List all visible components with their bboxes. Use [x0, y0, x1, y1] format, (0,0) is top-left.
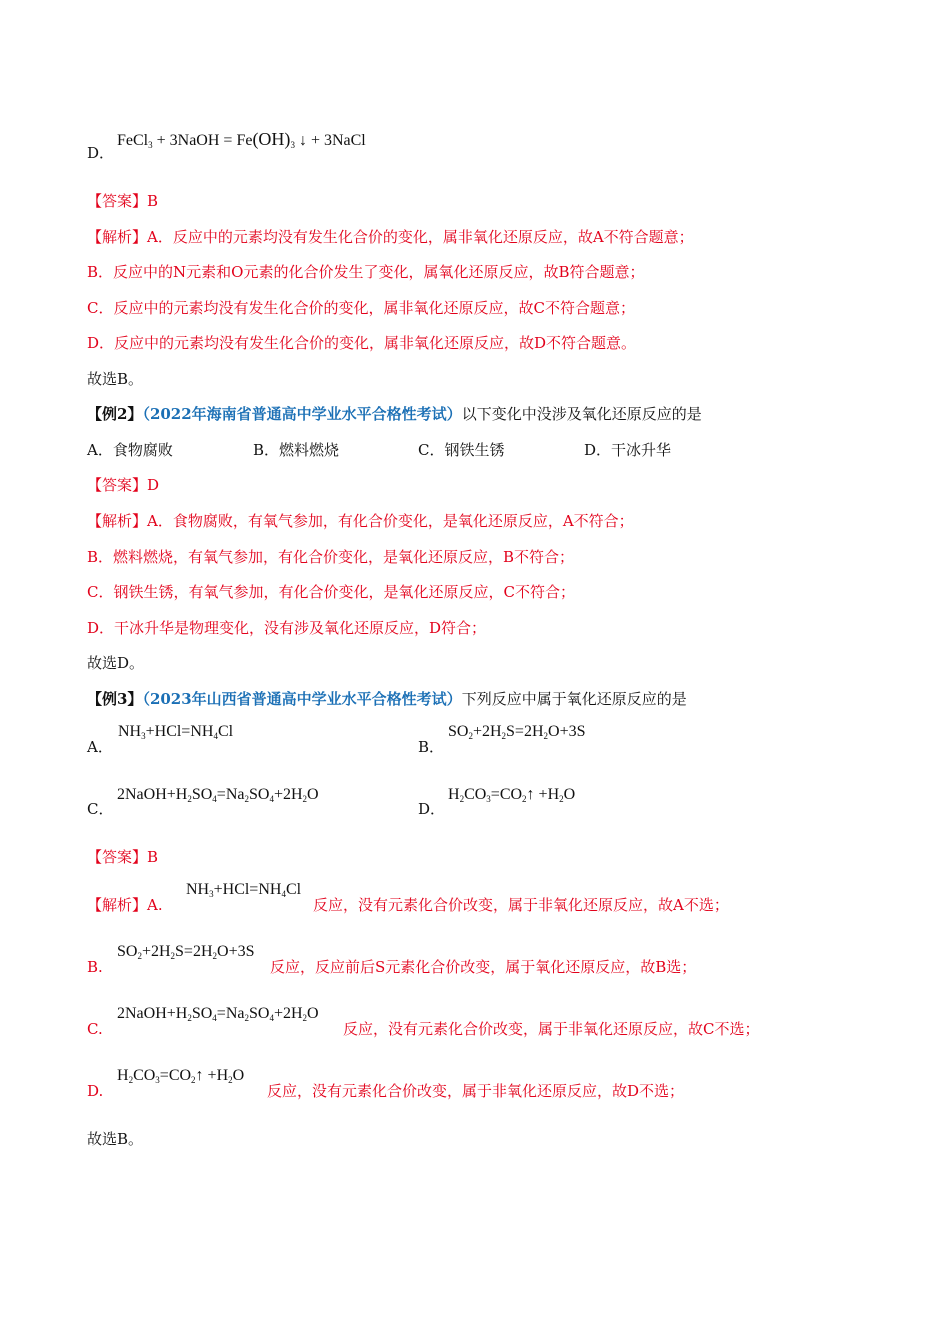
q1-option-d-formula: FeCl$_3$ + 3NaOH = $Fe(OH)_3$ ↓ + 3NaCl	[117, 129, 366, 150]
ex3-analysis-b-text: 反应，反应前后S元素化合价改变，属于氧化还原反应，故B选；	[270, 958, 697, 976]
q1-analysis-line-b: B．反应中的N元素和O元素的化合价发生了变化，属氧化还原反应，故B符合题意；	[87, 263, 645, 281]
ex3-analysis-c-label: C.	[87, 1020, 103, 1038]
ex2-option-d: D．干冰升华	[584, 441, 672, 459]
ex3-analysis-b-formula: $SO_2+2H_2S=2H_2O+3S$	[117, 943, 255, 961]
ex2-conclusion: 故选D。	[87, 654, 145, 672]
ex2-analysis-line-d: D．干冰升华是物理变化，没有涉及氧化还原反应，D符合；	[87, 619, 487, 637]
q1-answer: 【答案】B	[87, 192, 159, 210]
ex2-analysis-line-b: B．燃料燃烧，有氧气参加，有化合价变化，是氧化还原反应，B不符合；	[87, 548, 575, 566]
ex2-analysis-line-a: 【解析】A．食物腐败，有氧气参加，有化合价变化，是氧化还原反应，A不符合；	[87, 512, 634, 530]
ex3-analysis-d-label: D.	[87, 1082, 104, 1100]
ex3-question	[87, 689, 687, 709]
ex3-option-a-label: A．	[87, 738, 113, 756]
ex3-option-a-formula: $NH_3+HCl=NH_4Cl$	[118, 723, 234, 741]
q1-analysis-line-a: 【解析】A．反应中的元素均没有发生化合价的变化，属非氧化还原反应，故A不符合题意；	[87, 228, 694, 246]
ex2-option-b: B．燃料燃烧	[253, 441, 340, 459]
ex3-analysis-d-formula: $H_2CO_3=CO_2↑ +H_2O$	[117, 1067, 245, 1085]
ex3-analysis-a-text: 反应，没有元素化合价改变，属于非氧化还原反应，故A不选；	[313, 896, 729, 914]
ex3-option-c-formula: $2NaOH+H_2SO_4=Na_2SO_4+2H_2O$	[117, 786, 319, 804]
ex3-source: （2023年山西省普通高中学业水平合格性考试）	[142, 690, 462, 708]
ex2-analysis-line-c: C．钢铁生锈，有氧气参加，有化合价变化，是氧化还原反应，C不符合；	[87, 583, 575, 601]
ex3-answer: 【答案】B	[87, 848, 159, 866]
q1-analysis-line-c: C．反应中的元素均没有发生化合价的变化，属非氧化还原反应，故C不符合题意；	[87, 299, 635, 317]
q1-analysis-line-d: D．反应中的元素均没有发生化合价的变化，属非氧化还原反应，故D不符合题意。	[87, 334, 637, 352]
ex3-analysis-c-formula: $2NaOH+H_2SO_4=Na_2SO_4+2H_2O$	[117, 1005, 319, 1023]
ex3-question-text: 下列反应中属于氧化还原反应的是	[461, 690, 687, 708]
ex3-option-b-formula: $SO_2+2H_2S=2H_2O+3S$	[448, 723, 586, 741]
ex2-tag: 【例2】	[87, 405, 143, 423]
ex2-question	[87, 404, 702, 424]
q1-conclusion: 故选B。	[87, 370, 144, 388]
ex3-tag: 【例3】	[87, 690, 143, 708]
ex3-option-d-label: D．	[418, 800, 446, 818]
ex3-analysis-a-prefix: 【解析】A.	[87, 896, 163, 914]
ex3-option-c-label: C．	[87, 800, 114, 818]
ex3-option-d-formula: $H_2CO_3=CO_2↑ +H_2O$	[448, 786, 576, 804]
ex3-analysis-c-text: 反应，没有元素化合价改变，属于非氧化还原反应，故C不选；	[343, 1020, 760, 1038]
ex3-analysis-a-formula: $NH_3+HCl=NH_4Cl$	[186, 881, 302, 899]
ex3-analysis-d-text: 反应，没有元素化合价改变，属于非氧化还原反应，故D不选；	[267, 1082, 685, 1100]
ex2-option-c: C．钢铁生锈	[418, 441, 505, 459]
q1-option-d-label: D．	[87, 144, 115, 162]
ex2-option-a: A．食物腐败	[87, 441, 173, 459]
ex3-option-b-label: B．	[418, 738, 445, 756]
ex2-answer: 【答案】D	[87, 476, 160, 494]
ex3-conclusion: 故选B。	[87, 1130, 144, 1148]
ex3-analysis-b-label: B.	[87, 958, 103, 976]
ex2-question-text: 以下变化中没涉及氧化还原反应的是	[461, 405, 702, 423]
ex2-source: （2022年海南省普通高中学业水平合格性考试）	[142, 405, 462, 423]
